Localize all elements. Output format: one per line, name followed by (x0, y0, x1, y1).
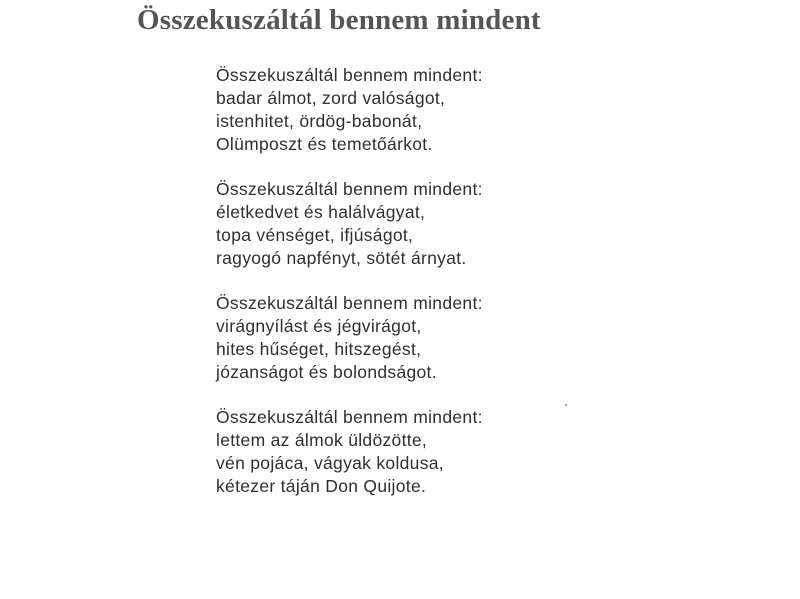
poem-line: Összekuszáltál bennem mindent: (216, 179, 483, 199)
poem-line: lettem az álmok üldözötte, (216, 430, 428, 450)
poem-line: istenhitet, ördög-babonát, (216, 111, 423, 131)
poem-line: ragyogó napfényt, sötét árnyat. (216, 248, 467, 268)
poem-line: kétezer táján Don Quijote. (216, 476, 427, 496)
stanza-4 (216, 406, 636, 498)
stanza-1 (216, 64, 636, 156)
poem-line: virágnyílást és jégvirágot, (216, 316, 422, 336)
poem-line: vén pojáca, vágyak koldusa, (216, 453, 444, 473)
poem-line: topa vénséget, ifjúságot, (216, 225, 414, 245)
poem-line: Összekuszáltál bennem mindent: (216, 407, 483, 427)
poem-line: Összekuszáltál bennem mindent: (216, 65, 483, 85)
poem-line: badar álmot, zord valóságot, (216, 88, 446, 108)
scan-speck (565, 404, 567, 406)
poem-line: józanságot és bolondságot. (216, 362, 437, 382)
poem-line: Összekuszáltál bennem mindent: (216, 293, 483, 313)
poem-line: hites hűséget, hitszegést, (216, 339, 422, 359)
poem-line: Olümposzt és temetőárkot. (216, 134, 433, 154)
poem-title: Összekuszáltál bennem mindent (137, 4, 541, 36)
stanza-3 (216, 292, 636, 384)
poem-line: életkedvet és halálvágyat, (216, 202, 426, 222)
poem-body (216, 64, 636, 520)
stanza-2 (216, 178, 636, 270)
